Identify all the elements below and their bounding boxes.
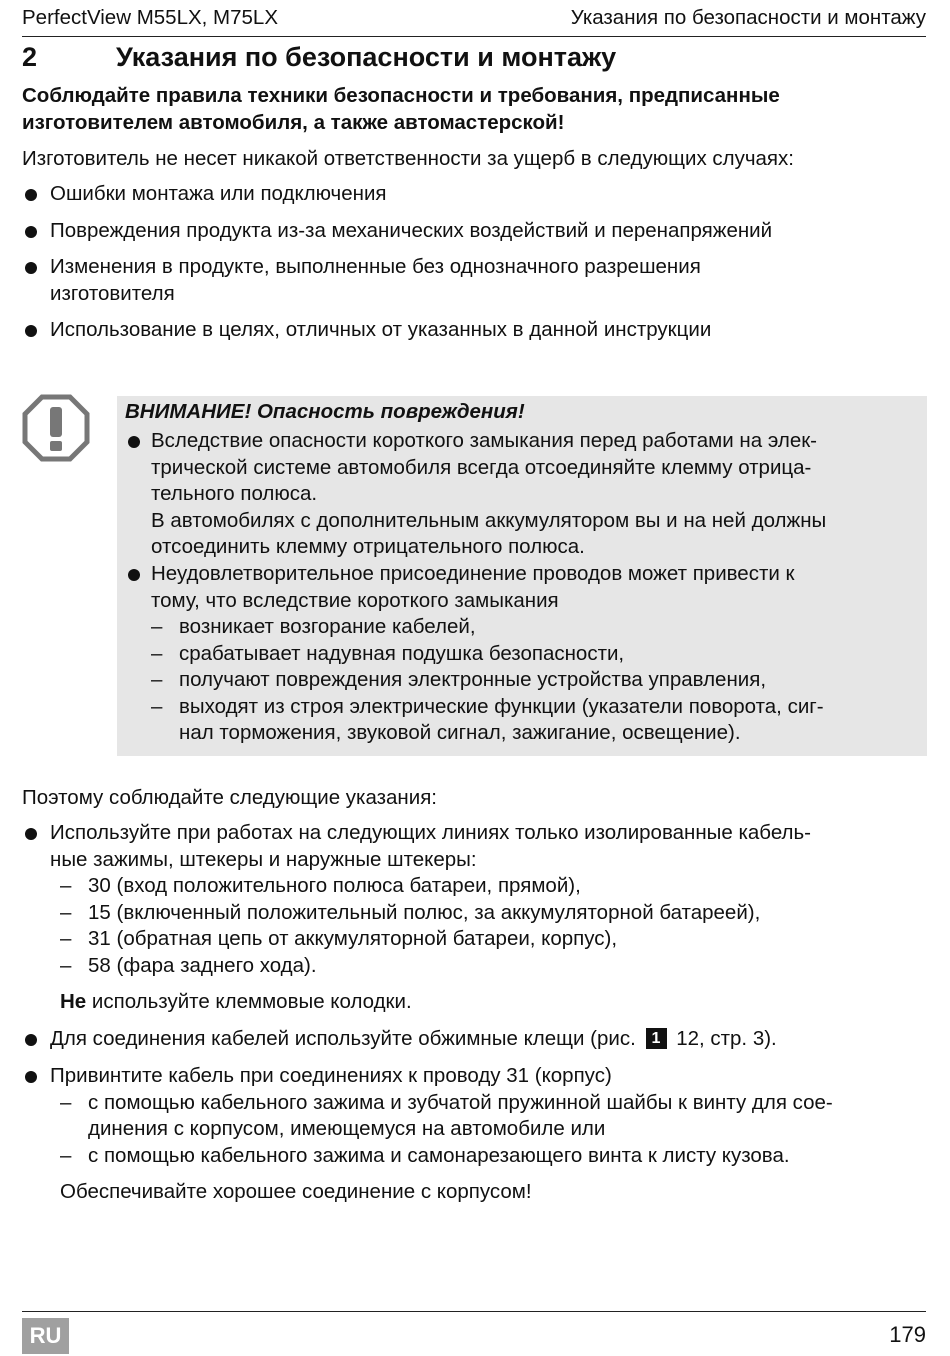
bullet-icon <box>25 1071 37 1083</box>
intro-bold: Соблюдайте правила техники безопасности и требования, предписанные изготовителем автомобиля, а также автомастерской! <box>22 84 780 134</box>
dash-marker: – <box>60 1090 72 1114</box>
dash-text: срабатывает надувная подушка безопасности, <box>179 641 625 665</box>
bullet-icon <box>25 325 37 337</box>
liability-item-text: Использование в целях, отличных от указанных в данной инструкции <box>50 318 712 341</box>
note-line <box>60 989 926 1016</box>
dash-text: получают повреждения электронные устройства управления, <box>179 668 767 691</box>
liability-item <box>22 181 926 208</box>
dash-item <box>151 667 917 694</box>
dash-marker: – <box>60 1143 72 1167</box>
dash-item <box>151 614 917 641</box>
page-number: 179 <box>889 1322 926 1347</box>
instruction-bullet <box>22 1026 926 1053</box>
warning-box <box>117 396 927 756</box>
note-bold: Не <box>60 990 87 1013</box>
footer-rule <box>22 1311 926 1312</box>
instruction-line: Привинтите кабель при соединениях к проводу 31 (корпус) <box>50 1064 612 1087</box>
dash-marker: – <box>60 874 72 897</box>
dash-marker: – <box>151 694 163 718</box>
liability-item <box>22 317 926 344</box>
warning-title: ВНИМАНИЕ! Опасность повреждения! <box>125 400 525 423</box>
header-chapter: Указания по безопасности и монтажу <box>570 6 926 29</box>
liability-item <box>22 218 926 245</box>
dash-item-continued <box>151 720 917 747</box>
dash-text: нал торможения, звуковой сигнал, зажигание, освещение). <box>179 721 741 744</box>
note-text: используйте клеммовые колодки. <box>86 990 412 1013</box>
running-header <box>22 6 926 37</box>
warning-bullet <box>125 428 917 561</box>
liability-text: Изготовитель не несет никакой ответственности за ущерб в следующих случаях: <box>22 147 794 170</box>
exclamation-octagon-icon <box>22 394 90 462</box>
warning-line: В автомобилях с дополнительным аккумулятором вы и на ней должны <box>151 508 827 532</box>
bullet-icon <box>128 569 140 581</box>
dash-marker: – <box>60 927 72 950</box>
instruction-text: Для соединения кабелей используйте обжимные клещи (рис. <box>50 1027 636 1050</box>
section-number: 2 <box>22 42 38 72</box>
liability-item-text: Повреждения продукта из-за механических воздействий и перенапряжений <box>50 219 773 242</box>
dash-item <box>60 1090 926 1117</box>
warning-line: тому, что вследствие короткого замыкания <box>151 588 559 612</box>
dash-text: 31 (обратная цепь от аккумуляторной батареи, корпус), <box>88 927 618 950</box>
dash-marker: – <box>151 668 163 691</box>
dash-item-continued <box>60 1116 926 1143</box>
section-heading <box>22 42 616 73</box>
dash-item <box>60 873 926 900</box>
dash-text: 58 (фара заднего хода). <box>88 953 317 977</box>
bullet-icon <box>128 436 140 448</box>
figure-badge: 1 <box>646 1028 667 1049</box>
warning-line: Неудовлетворительное присоединение проводов может привести к <box>151 562 795 585</box>
liability-item-text: Ошибки монтажа или подключения <box>50 182 387 205</box>
instruction-line: ные зажимы, штекеры и наружные штекеры: <box>50 847 477 871</box>
dash-text: возникает возгорание кабелей, <box>179 615 476 638</box>
dash-item <box>60 926 926 953</box>
bullet-icon <box>25 189 37 201</box>
dash-marker: – <box>60 900 72 924</box>
section-title: Указания по безопасности и монтажу <box>116 42 617 72</box>
header-product: PerfectView M55LX, M75LX <box>22 6 278 29</box>
bullet-icon <box>25 262 37 274</box>
bullet-icon <box>25 1034 37 1046</box>
dash-text: с помощью кабельного зажима и самонарезающего винта к листу кузова. <box>88 1143 790 1167</box>
dash-text: 15 (включенный положительный полюс, за аккумуляторной батареей), <box>88 900 761 924</box>
warning-line: трической системе автомобиля всегда отсоединяйте клемму отрица- <box>151 455 812 479</box>
liability-item <box>22 254 830 307</box>
dash-text: 30 (вход положительного полюса батареи, прямой), <box>88 874 581 897</box>
dash-marker: – <box>151 641 163 665</box>
warning-bullet <box>125 561 917 747</box>
instructions-lead: Поэтому соблюдайте следующие указания: <box>22 786 438 809</box>
warning-line: Вследствие опасности короткого замыкания перед работами на элек- <box>151 429 818 452</box>
dash-item <box>151 694 917 721</box>
dash-text: с помощью кабельного зажима и зубчатой пружинной шайбы к винту для сое- <box>88 1090 833 1114</box>
dash-text: выходят из строя электрические функции (указатели поворота, сиг- <box>179 694 824 718</box>
closing-line: Обеспечивайте хорошее соединение с корпусом! <box>60 1180 532 1203</box>
liability-item-text: Изменения в продукте, выполненные без однозначного разрешения изготовителя <box>50 255 701 305</box>
dash-item <box>60 953 926 980</box>
warning-line: тельного полюса. <box>151 482 318 505</box>
dash-item <box>60 900 926 927</box>
dash-marker: – <box>60 953 72 977</box>
dash-marker: – <box>151 615 163 638</box>
dash-text: динения с корпусом, имеющемуся на автомобиле или <box>88 1117 606 1140</box>
warning-line: отсоединить клемму отрицательного полюса. <box>151 535 585 558</box>
instruction-line: Используйте при работах на следующих линиях только изолированные кабель- <box>50 821 812 844</box>
bullet-icon <box>25 828 37 840</box>
instruction-bullet <box>22 820 926 1016</box>
language-badge: RU <box>22 1318 69 1354</box>
dash-item <box>60 1143 926 1170</box>
bullet-icon <box>25 226 37 238</box>
instruction-bullet <box>22 1063 926 1206</box>
instruction-text: 12, стр. 3). <box>676 1027 777 1050</box>
dash-item <box>151 641 917 668</box>
